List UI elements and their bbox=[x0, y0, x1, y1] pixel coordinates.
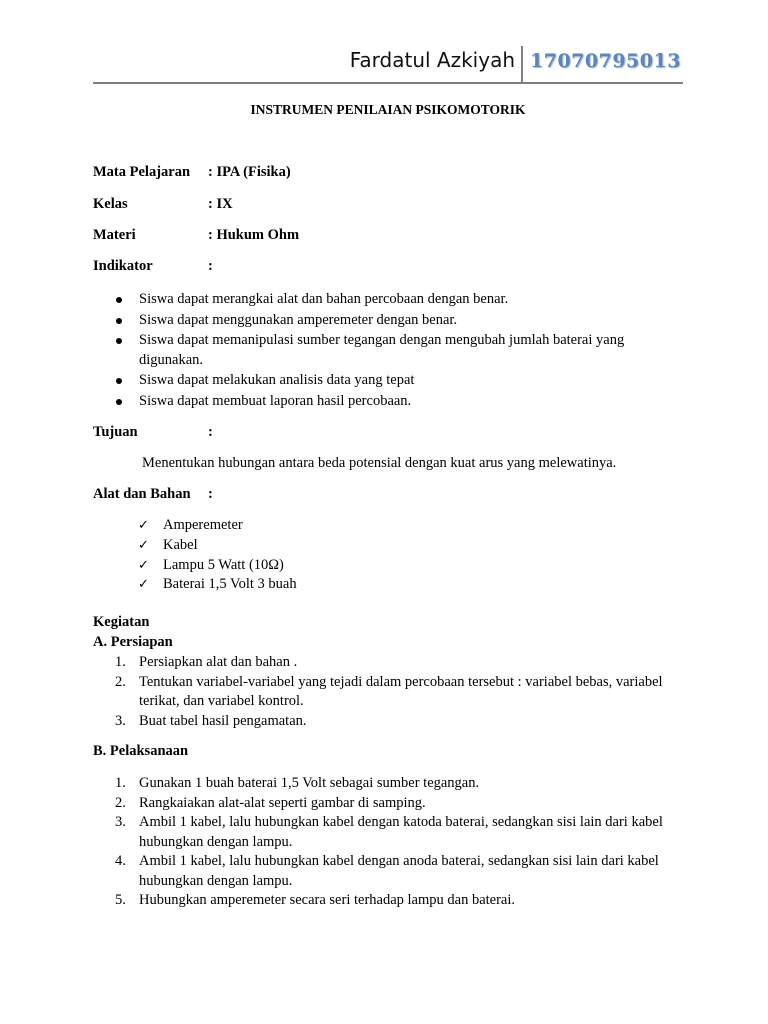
list-item: 2. Rangkaiakan alat-alat seperti gambar di samping. bbox=[115, 794, 426, 811]
list-item: ✓ Baterai 1,5 Volt 3 buah bbox=[93, 575, 297, 595]
tujuan-text: Menentukan hubungan antara beda potensial dengan kuat arus yang melewatinya. bbox=[142, 455, 617, 471]
list-item: 1. Gunakan 1 buah baterai 1,5 Volt sebagai sumber tegangan. bbox=[115, 775, 480, 791]
field-tujuan bbox=[93, 424, 213, 441]
student-id: 17070795013 bbox=[530, 50, 681, 72]
bullet-icon bbox=[116, 297, 122, 303]
pelaksanaan-list bbox=[93, 774, 683, 911]
field-value: : bbox=[208, 424, 213, 440]
field-materi bbox=[93, 227, 299, 244]
page-header bbox=[93, 46, 683, 82]
field-value: : IX bbox=[208, 196, 233, 212]
checkmark-icon: ✓ bbox=[138, 537, 149, 553]
author-name: Fardatul Azkiyah bbox=[349, 48, 515, 72]
list-item: 5. Hubungkan amperemeter secara seri terhadap lampu dan baterai. bbox=[115, 892, 516, 908]
list-item: 4. Ambil 1 kabel, lalu hubungkan kabel dengan anoda baterai, sedangkan sisi lain dari kabel hubungkan dengan lampu. bbox=[115, 853, 659, 889]
checkmark-icon: ✓ bbox=[138, 577, 149, 593]
field-value: : IPA (Fisika) bbox=[208, 164, 291, 180]
bullet-icon bbox=[116, 399, 122, 405]
checkmark-icon: ✓ bbox=[138, 557, 149, 573]
field-label: Materi bbox=[93, 227, 136, 243]
bullet-icon bbox=[116, 338, 122, 344]
list-item: Siswa dapat memanipulasi sumber tegangan dengan mengubah jumlah baterai yang digunakan. bbox=[93, 331, 683, 370]
list-item: Siswa dapat merangkai alat dan bahan percobaan dengan benar. bbox=[93, 290, 683, 310]
field-kelas bbox=[93, 196, 233, 213]
list-item: 3. Buat tabel hasil pengamatan. bbox=[115, 712, 307, 729]
list-item: Siswa dapat melakukan analisis data yang tepat bbox=[93, 371, 683, 391]
list-item: ✓ Amperemeter bbox=[93, 516, 297, 536]
field-value: : Hukum Ohm bbox=[208, 227, 300, 243]
header-rule bbox=[93, 82, 683, 84]
alat-list bbox=[93, 516, 297, 595]
field-label: Alat dan Bahan bbox=[93, 486, 191, 502]
list-item: 3. Ambil 1 kabel, lalu hubungkan kabel dengan katoda baterai, sedangkan sisi lain dari kabel hubungkan dengan lampu. bbox=[115, 814, 663, 850]
field-value: : bbox=[208, 486, 213, 502]
field-indikator bbox=[93, 258, 213, 275]
field-label: Kelas bbox=[93, 196, 128, 212]
indikator-list bbox=[93, 290, 683, 412]
header-divider bbox=[521, 46, 523, 84]
list-item: 1. Persiapkan alat dan bahan . bbox=[115, 654, 298, 670]
list-item: ✓ Lampu 5 Watt (10Ω) bbox=[93, 556, 297, 576]
persiapan-list bbox=[93, 653, 683, 731]
persiapan-heading: A. Persiapan bbox=[93, 634, 173, 650]
field-value: : bbox=[208, 258, 213, 274]
checkmark-icon: ✓ bbox=[138, 518, 149, 533]
field-alat-bahan bbox=[93, 486, 213, 503]
pelaksanaan-heading: B. Pelaksanaan bbox=[93, 743, 189, 759]
list-item: Siswa dapat menggunakan amperemeter dengan benar. bbox=[93, 311, 683, 331]
field-label: Tujuan bbox=[93, 424, 138, 440]
bullet-icon bbox=[116, 318, 122, 324]
field-mata-pelajaran bbox=[93, 164, 291, 181]
bullet-icon bbox=[116, 378, 122, 384]
list-item: 2. Tentukan variabel-variabel yang tejadi dalam percobaan tersebut : variabel bebas, variabel terikat, dan variabel kontrol. bbox=[115, 673, 663, 709]
list-item: ✓ Kabel bbox=[93, 536, 297, 556]
field-label: Mata Pelajaran bbox=[93, 164, 191, 180]
document-title: INSTRUMEN PENILAIAN PSIKOMOTORIK bbox=[250, 102, 526, 117]
list-item: Siswa dapat membuat laporan hasil percobaan. bbox=[93, 392, 683, 412]
kegiatan-heading: Kegiatan bbox=[93, 614, 150, 630]
field-label: Indikator bbox=[93, 258, 153, 274]
